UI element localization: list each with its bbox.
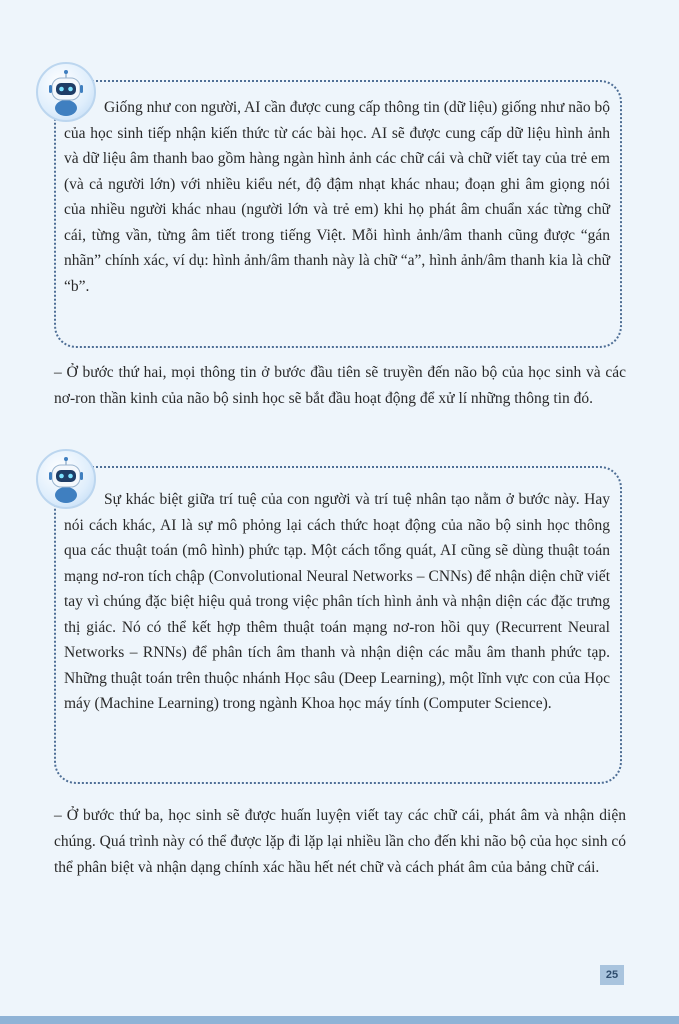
callout-box-2 <box>54 466 622 784</box>
page-number: 25 <box>600 965 624 985</box>
callout-text-1: Giống như con người, AI cần được cung cấp thông tin (dữ liệu) giống như não bộ của học sinh tiếp nhận kiến thức từ các bài học. AI sẽ được cung cấp dữ liệu hình ảnh và dữ liệu âm thanh bao gồm hàng ngàn hình ảnh các chữ cái và chữ viết tay của trẻ em (và cả người lớn) với nhiều kiểu nét, độ đậm nhạt khác nhau; đoạn ghi âm giọng nói của nhiều người khác nhau (người lớn và trẻ em) khi họ phát âm chuẩn xác từng chữ cái, từng vần, từng âm tiết trong tiếng Việt. Mỗi hình ảnh/âm thanh cũng được “gán nhãn” chính xác, ví dụ: hình ảnh/âm thanh này là chữ “a”, hình ảnh/âm thanh kia là chữ “b”. <box>64 99 610 295</box>
paragraph-step-three: – Ở bước thứ ba, học sinh sẽ được huấn luyện viết tay các chữ cái, phát âm và nhận diện chúng. Quá trình này có thể được lặp đi lặp lại nhiều lần cho đến khi não bộ của học sinh có thể phân biệt và nhận dạng chính xác hầu hết nét chữ và cách phát âm của bảng chữ cái. <box>54 807 626 876</box>
robot-mascot-icon <box>36 449 96 509</box>
paragraph-step-two: – Ở bước thứ hai, mọi thông tin ở bước đầu tiên sẽ truyền đến não bộ của học sinh và các nơ-ron thần kinh của não bộ sinh học sẽ bắt đầu hoạt động để xử lí những thông tin đó. <box>54 364 626 407</box>
robot-mascot-icon <box>36 62 96 122</box>
callout-text-2: Sự khác biệt giữa trí tuệ của con người và trí tuệ nhân tạo nằm ở bước này. Hay nói cách khác, AI là sự mô phỏng lại cách thức hoạt động của não bộ sinh học thông qua các thuật toán (mô hình) phức tạp. Một cách tổng quát, AI cũng sẽ dùng thuật toán mạng nơ-ron tích chập (Convolutional Neural Networks – CNNs) để nhận diện chữ viết tay vì chúng đặc biệt hiệu quả trong việc phân tích hình ảnh và nhận diện các đặc trưng thị giác. Nó có thể kết hợp thêm thuật toán mạng nơ-ron hồi quy (Recurrent Neural Networks – RNNs) để phân tích âm thanh và nhận diện các mẫu âm thanh phức tạp. Những thuật toán trên thuộc nhánh Học sâu (Deep Learning), một lĩnh vực con của Học máy (Machine Learning) trong ngành Khoa học máy tính (Computer Science). <box>64 491 610 712</box>
callout-box-1 <box>54 80 622 348</box>
bottom-strip <box>0 1016 679 1024</box>
